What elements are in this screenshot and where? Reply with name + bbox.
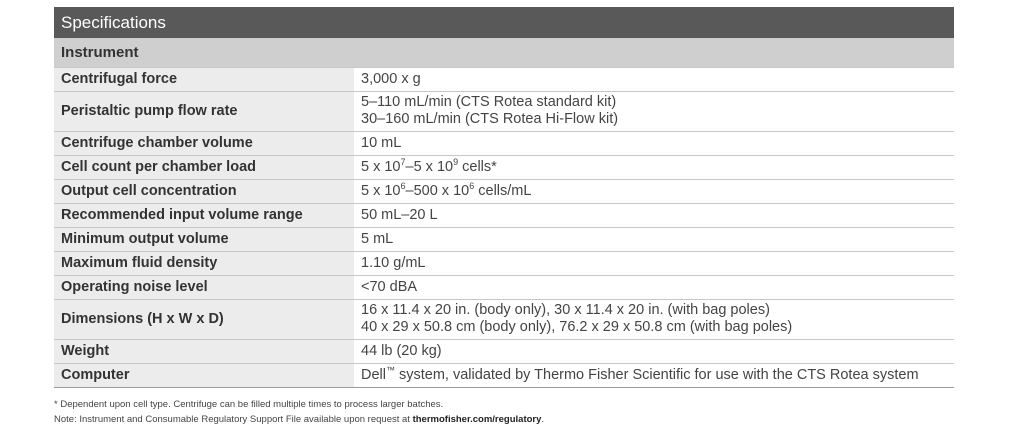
spec-value-line: 3,000 x g xyxy=(361,70,421,87)
spec-label: Recommended input volume range xyxy=(54,203,354,227)
spec-label: Operating noise level xyxy=(54,275,354,299)
spec-value-text: Dell xyxy=(361,366,386,383)
spec-value xyxy=(354,131,954,155)
spec-value-line: 5–110 mL/min (CTS Rotea standard kit) xyxy=(361,94,617,110)
spec-value-line: 10 mL xyxy=(361,134,402,151)
footnote-regulatory-text: Note: Instrument and Consumable Regulatory Support File available upon request at xyxy=(54,414,413,425)
exponent: 6 xyxy=(400,180,406,191)
spec-value xyxy=(354,91,954,131)
table-row xyxy=(54,131,954,155)
section-header: Instrument xyxy=(54,38,954,67)
spec-value-text: cells* xyxy=(458,158,497,175)
spec-label: Output cell concentration xyxy=(54,179,354,203)
spec-value-text: system, validated by Thermo Fisher Scientific for use with the CTS Rotea system xyxy=(394,366,919,383)
footnotes xyxy=(54,397,954,427)
table-row xyxy=(54,251,954,275)
spec-label: Minimum output volume xyxy=(54,227,354,251)
spec-value xyxy=(354,67,954,91)
spec-value-line: 50 mL–20 L xyxy=(361,206,438,223)
spec-value-line: <70 dBA xyxy=(361,278,418,295)
footnote-regulatory xyxy=(54,412,954,427)
spec-label: Cell count per chamber load xyxy=(54,155,354,179)
spec-value xyxy=(354,251,954,275)
table-row xyxy=(54,203,954,227)
spec-value-line: 44 lb (20 kg) xyxy=(361,342,442,359)
spec-value-text: 5 x 10 xyxy=(361,158,401,175)
spec-label: Peristaltic pump flow rate xyxy=(54,91,354,131)
exponent: 9 xyxy=(453,156,459,167)
spec-value-line: 16 x 11.4 x 20 in. (body only), 30 x 11.4 x 20 in. (with bag poles) xyxy=(361,302,770,318)
spec-label: Centrifuge chamber volume xyxy=(54,131,354,155)
table-row xyxy=(54,227,954,251)
table-row xyxy=(54,275,954,299)
table-title: Specifications xyxy=(54,7,954,38)
table-row xyxy=(54,299,954,339)
spec-value xyxy=(354,179,954,203)
spec-value-text: –5 x 10 xyxy=(405,158,454,175)
table-row xyxy=(54,91,954,131)
footnote-regulatory-end: . xyxy=(541,414,545,425)
table-row xyxy=(54,363,954,387)
exponent: 6 xyxy=(469,180,475,191)
spec-value-text: 5 x 10 xyxy=(361,182,401,199)
spec-value xyxy=(354,155,954,179)
spec-value-line: 40 x 29 x 50.8 cm (body only), 76.2 x 29 x 50.8 cm (with bag poles) xyxy=(361,319,793,335)
spec-value-text: cells/mL xyxy=(474,182,532,199)
spec-label: Dimensions (H x W x D) xyxy=(54,299,354,339)
spec-value xyxy=(354,299,954,339)
table-row xyxy=(54,339,954,363)
table-title-row xyxy=(54,7,954,38)
regulatory-link[interactable]: thermofisher.com/regulatory xyxy=(412,414,542,425)
spec-value-line: 30–160 mL/min (CTS Rotea Hi-Flow kit) xyxy=(361,111,619,127)
specifications-table xyxy=(54,7,954,388)
spec-value xyxy=(354,275,954,299)
spec-value xyxy=(354,363,954,387)
section-header-row xyxy=(54,38,954,67)
spec-value xyxy=(354,227,954,251)
spec-label: Computer xyxy=(54,363,354,387)
footnote-cell-type: * Dependent upon cell type. Centrifuge can be filled multiple times to process larger batches. xyxy=(54,399,444,410)
spec-value xyxy=(354,339,954,363)
exponent: 7 xyxy=(400,156,406,167)
spec-label: Weight xyxy=(54,339,354,363)
spec-value-line: 5 mL xyxy=(361,230,394,247)
table-row xyxy=(54,155,954,179)
spec-value-text: –500 x 10 xyxy=(405,182,470,199)
spec-value-line: 1.10 g/mL xyxy=(361,254,426,271)
spec-value xyxy=(354,203,954,227)
table-row xyxy=(54,179,954,203)
table-row xyxy=(54,67,954,91)
spec-label: Maximum fluid density xyxy=(54,251,354,275)
trademark-symbol: ™ xyxy=(385,364,395,375)
spec-label: Centrifugal force xyxy=(54,67,354,91)
